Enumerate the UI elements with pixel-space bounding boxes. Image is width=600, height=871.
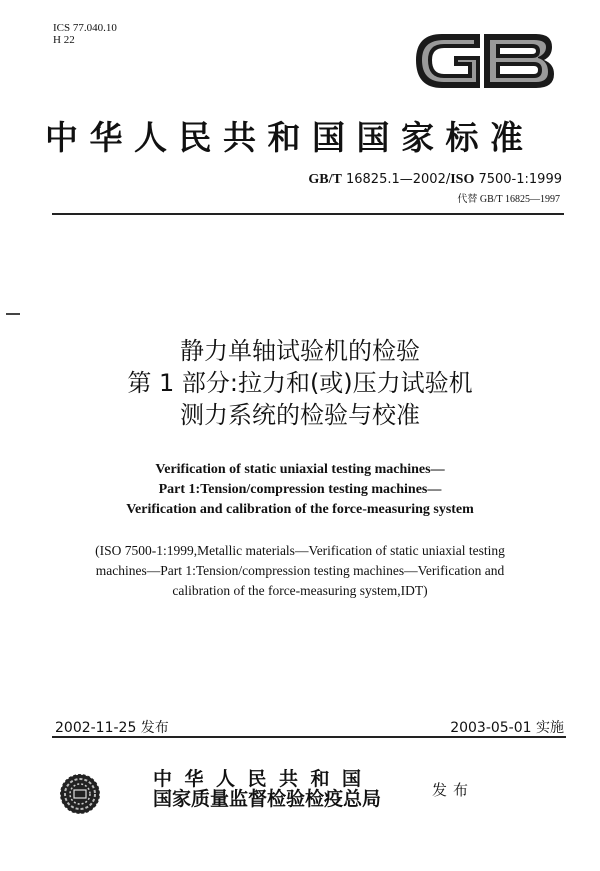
issuing-authority xyxy=(153,769,381,809)
iso-reference xyxy=(0,541,600,601)
english-title-line: Verification and calibration of the force-measuring system xyxy=(126,502,474,517)
chinese-title xyxy=(0,335,600,431)
chinese-title-line: 静力单轴试验机的检验 xyxy=(180,337,420,365)
issue-date: 2002-11-25 发布 xyxy=(55,720,169,736)
english-title-line: Part 1:Tension/compression testing machines— xyxy=(158,482,442,497)
footer-divider xyxy=(52,736,566,738)
issuer-line-1: 中华人民共和国 xyxy=(153,768,374,790)
standard-number-prefix: GB/T xyxy=(308,172,342,187)
english-title xyxy=(0,460,600,520)
issue-label: 发布 xyxy=(432,781,475,799)
iso-reference-line: calibration of the force-measuring system,IDT) xyxy=(172,583,428,598)
standard-number-body: 16825.1—2002/ xyxy=(341,172,451,187)
iso-reference-line: (ISO 7500-1:1999,Metallic materials—Verification of static uniaxial testing xyxy=(95,543,505,558)
chinese-title-line: 测力系统的检验与校准 xyxy=(180,401,420,429)
replaces-note: 代替 GB/T 16825—1997 xyxy=(457,194,560,205)
header-divider xyxy=(52,213,564,215)
iso-prefix: ISO xyxy=(450,172,475,187)
gb-logo-icon xyxy=(408,30,558,90)
scan-artifact-mark xyxy=(6,313,20,315)
english-title-line: Verification of static uniaxial testing machines— xyxy=(155,462,445,477)
chinese-title-line: 第 1 部分:拉力和(或)压力试验机 xyxy=(127,369,473,397)
classification-codes xyxy=(53,22,117,46)
iso-number: 7500-1:1999 xyxy=(474,172,562,187)
issuer-line-2: 国家质量监督检验检疫总局 xyxy=(153,788,382,810)
standard-number xyxy=(308,172,562,188)
ccs-code: H 22 xyxy=(53,34,75,46)
official-seal-icon xyxy=(59,773,101,815)
national-standard-title: 中华人民共和国国家标准 xyxy=(45,118,535,157)
ics-code: ICS 77.040.10 xyxy=(53,22,117,34)
implementation-date: 2003-05-01 实施 xyxy=(450,720,564,736)
iso-reference-line: machines—Part 1:Tension/compression testing machines—Verification and xyxy=(95,563,505,578)
